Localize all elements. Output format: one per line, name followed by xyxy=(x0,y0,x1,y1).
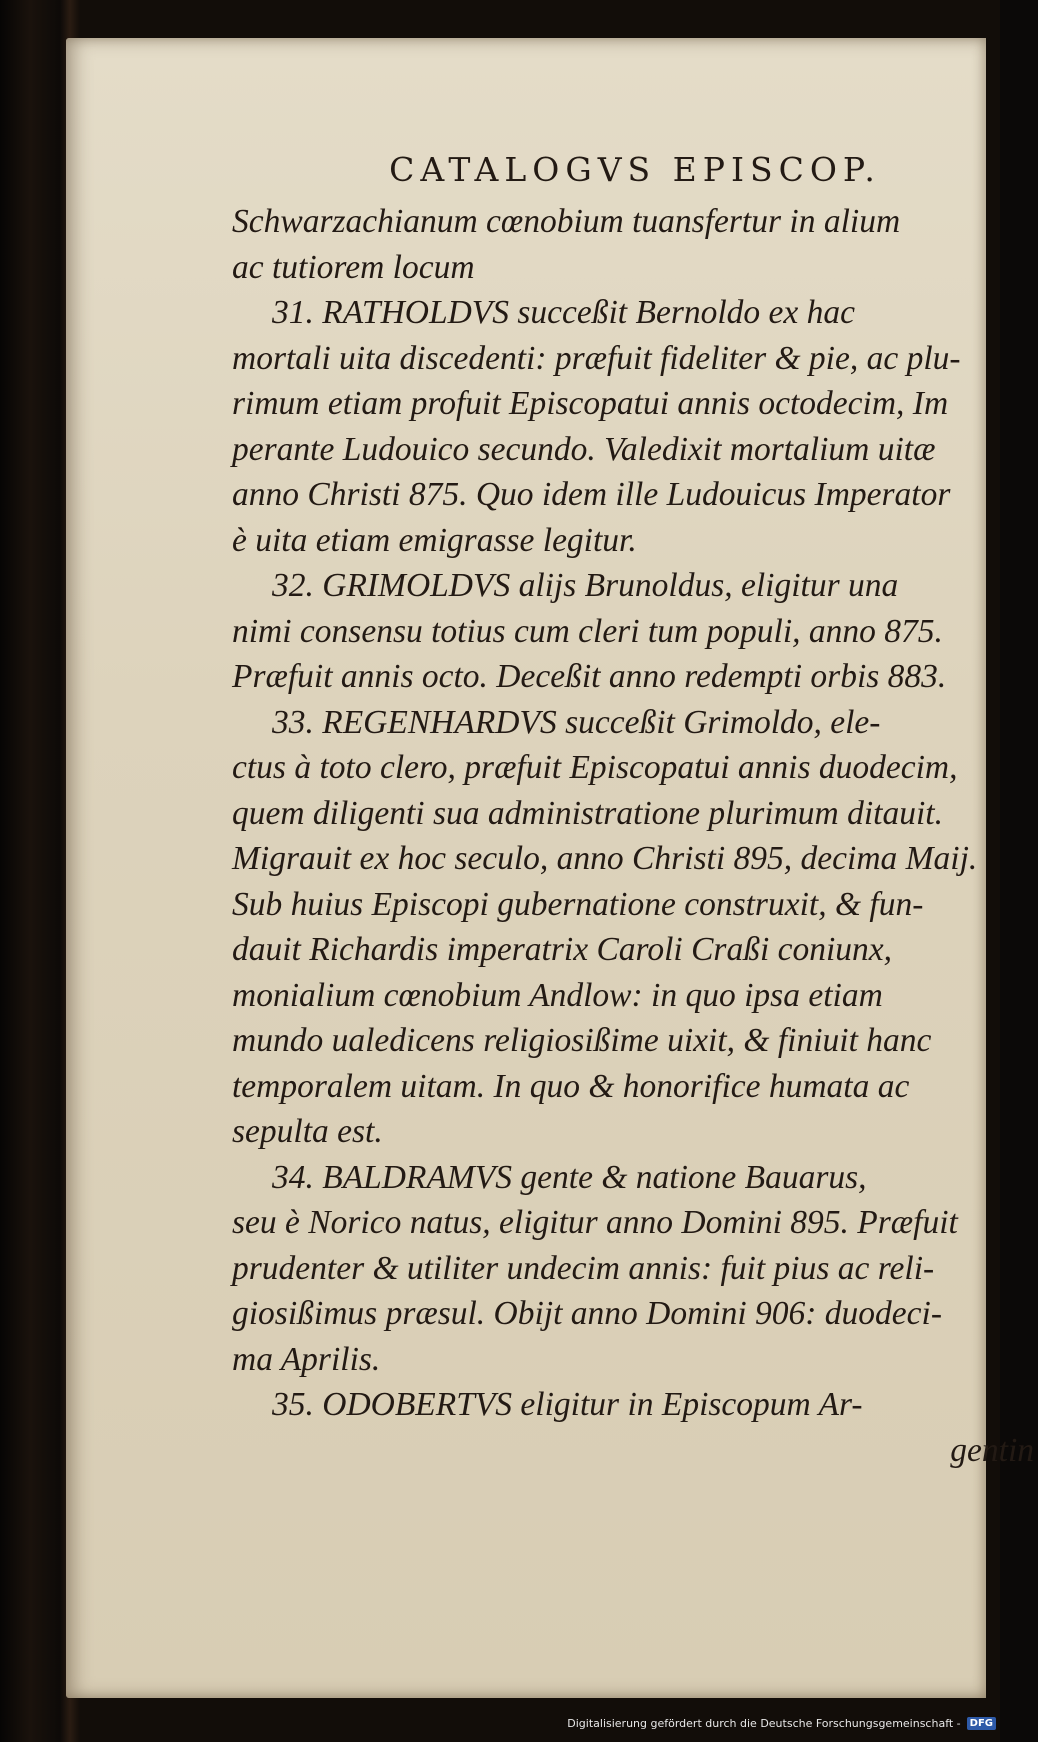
text-line: sepulta est. xyxy=(232,1113,383,1150)
text-line: prudenter & utiliter undecim annis: fuit pius ac reli- xyxy=(232,1249,935,1287)
text-line: seu è Norico natus, eligitur anno Domini 895. Præfuit xyxy=(232,1204,958,1241)
text-line: ma Aprilis. xyxy=(232,1340,381,1378)
text-line: ctus à toto clero, præfuit Episcopatui annis duodecim, xyxy=(232,749,958,786)
text-line: 33. REGENHARDVS succeßit Grimoldo, ele- xyxy=(272,703,881,741)
text-line: quem diligenti sua administratione plurimum ditauit. xyxy=(232,794,943,832)
text-line: Sub huius Episcopi gubernatione construxit, & fun- xyxy=(232,885,924,923)
page-text-block xyxy=(232,110,1038,1473)
text-line: mortali uita discedenti: præfuit fideliter & pie, ac plu- xyxy=(232,339,961,377)
dfg-logo: DFG xyxy=(967,1717,996,1730)
text-line: Schwarzachianum cœnobium tuansfertur in alium xyxy=(232,203,901,240)
text-line: 31. RATHOLDVS succeßit Bernoldo ex hac xyxy=(272,294,856,331)
text-line: temporalem uitam. In quo & honorifice humata ac xyxy=(232,1067,910,1105)
footer-text: Digitalisierung gefördert durch die Deutsche Forschungsgemeinschaft - xyxy=(567,1717,961,1730)
text-line: mundo ualedicens religiosißime uixit, & finiuit hanc xyxy=(232,1022,932,1059)
book-page xyxy=(66,38,1034,1698)
text-line: dauit Richardis imperatrix Caroli Craßi coniunx, xyxy=(232,931,893,968)
text-line: Præfuit annis octo. Deceßit anno redempti orbis 883. xyxy=(232,658,947,695)
catchword: gentin xyxy=(950,1431,1034,1469)
text-line: 34. BALDRAMVS gente & natione Bauarus, xyxy=(272,1158,867,1196)
text-line: anno Christi 875. Quo idem ille Ludouicus Imperator xyxy=(232,476,951,513)
text-line: rimum etiam profuit Episcopatui annis octodecim, Im xyxy=(232,385,949,422)
text-line: monialium cœnobium Andlow: in quo ipsa etiam xyxy=(232,976,883,1014)
text-line: perante Ludouico secundo. Valedixit mortalium uitæ xyxy=(232,430,936,468)
text-line: 32. GRIMOLDVS alijs Brunoldus, eligitur una xyxy=(272,567,899,604)
text-line: nimi consensu totius cum cleri tum populi, anno 875. xyxy=(232,612,943,650)
text-line: è uita etiam emigrasse legitur. xyxy=(232,521,637,559)
text-line: Migrauit ex hoc seculo, anno Christi 895, decima Maij. xyxy=(232,840,978,877)
text-line: giosißimus præsul. Obijt anno Domini 906: duodeci- xyxy=(232,1295,943,1332)
running-header: CATALOGVS EPISCOP. xyxy=(389,150,881,189)
digitization-footer xyxy=(567,1717,996,1730)
text-line: 35. ODOBERTVS eligitur in Episcopum Ar- xyxy=(272,1386,863,1423)
text-line: ac tutiorem locum xyxy=(232,248,475,286)
